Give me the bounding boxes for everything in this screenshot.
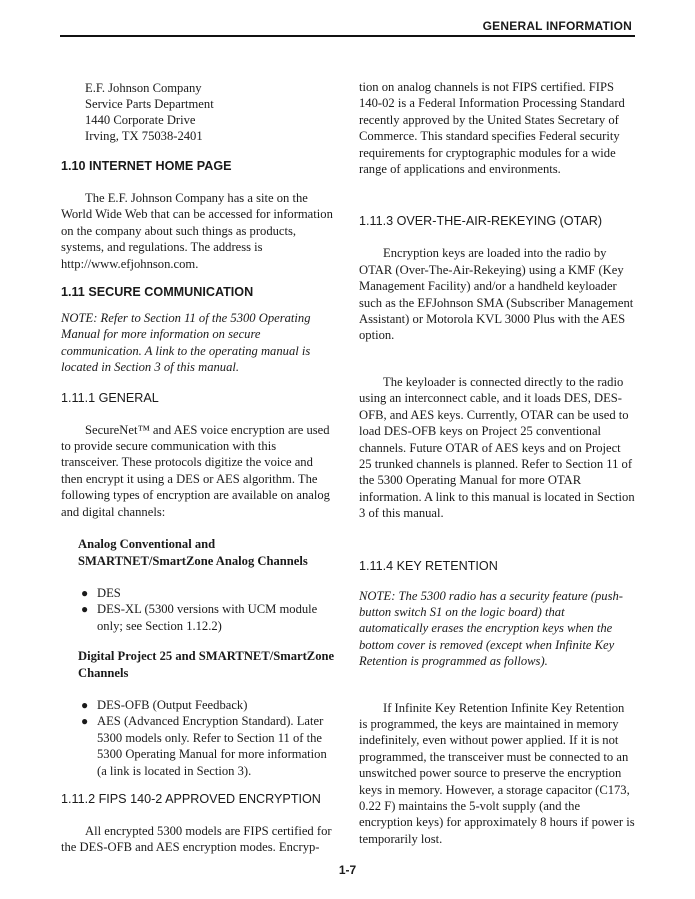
list-item: ● DES: [81, 585, 121, 600]
right-column: [359, 79, 635, 847]
digital-channels-subheading: Digital Project 25 and SMARTNET/SmartZone Channels: [78, 649, 335, 680]
analog-channels-subheading: Analog Conventional and SMARTNET/SmartZone Analog Channels: [78, 537, 308, 568]
section-heading-1-11-4: 1.11.4 KEY RETENTION: [359, 558, 498, 573]
section-1-10-body: The E.F. Johnson Company has a site on the World Wide Web that can be accessed for information on the company about such things as products, systems, and regulations. The address is http://www.efjohnson.com.: [61, 191, 333, 271]
address-line: Irving, TX 75038-2401: [85, 129, 203, 143]
section-1-11-2-body: All encrypted 5300 models are FIPS certified for the DES-OFB and AES encryption modes. Encryp-: [61, 823, 332, 855]
digital-encryption-list: [61, 697, 335, 779]
address-block: [61, 80, 335, 144]
section-heading-1-11: 1.11 SECURE COMMUNICATION: [61, 285, 254, 300]
key-retention-note: NOTE: The 5300 radio has a security feature (push-button switch S1 on the logic board) that automatically erases the encryption keys when the bottom cover is removed (except when Infinite Key Retention is programmed as follows).: [359, 588, 623, 669]
left-column: [61, 80, 335, 856]
list-item: ● DES-XL (5300 versions with UCM module only; see Section 1.12.2): [81, 602, 318, 633]
secure-comm-note: NOTE: Refer to Section 11 of the 5300 Operating Manual for more information on secure communication. A link to the operating manual is located in Section 3 of this manual.: [61, 311, 311, 375]
address-line: Service Parts Department: [85, 97, 214, 111]
section-heading-1-11-1: 1.11.1 GENERAL: [61, 390, 159, 405]
section-heading-1-11-2: 1.11.2 FIPS 140-2 APPROVED ENCRYPTION: [61, 791, 321, 806]
otar-body-2: The keyloader is connected directly to the radio using an interconnect cable, and it loads DES, DES-OFB, and AES keys. Currently, OTAR can be used to load DES-OFB keys on Project 25 conventional channels. Future OTAR of AES keys and on Project 25 trunked channels is planned. Refer to Section 11 of the 5300 Operating Manual for more OTAR information. A link to this manual is located in Section 3 of this manual.: [359, 374, 635, 521]
list-item: ● DES-OFB (Output Feedback): [81, 697, 248, 712]
section-1-11-1-body: SecureNet™ and AES voice encryption are used to provide secure communication with this transceiver. These protocols digitize the voice and then encrypt it using a DES or AES algorithm. The following types of encryption are available on analog and digital channels:: [61, 422, 330, 519]
header-rule: [60, 35, 635, 37]
list-item: ● AES (Advanced Encryption Standard). Later 5300 models only. Refer to Section 11 of the 5300 Operating Manual for more information (a link is located in Section 3).: [81, 714, 327, 778]
running-header: GENERAL INFORMATION: [482, 19, 632, 33]
bullet-icon: ●: [81, 602, 89, 617]
bullet-icon: ●: [81, 714, 89, 729]
address-line: E.F. Johnson Company: [85, 81, 202, 95]
otar-body-1: Encryption keys are loaded into the radio by OTAR (Over-The-Air-Rekeying) using a KMF (Key Management Facility) and/or a handheld keyloader such as the EFJohnson SMA (Subscriber Management Assistant) or Motorola KVL 3000 Plus with the AES option.: [359, 246, 634, 343]
section-heading-1-10: 1.10 INTERNET HOME PAGE: [61, 159, 232, 173]
page-number: 1-7: [338, 863, 357, 877]
fips-continuation: tion on analog channels is not FIPS certified. FIPS 140-02 is a Federal Information Processing Standard recently approved by the United States Secretary of Commerce. This standard specifies Federal security requirements for cryptographic modules for a wide range of applications and environments.: [359, 80, 625, 177]
analog-encryption-list: [61, 585, 335, 634]
section-heading-1-11-3: 1.11.3 OVER-THE-AIR-REKEYING (OTAR): [359, 214, 603, 229]
bullet-icon: ●: [81, 697, 89, 712]
address-line: 1440 Corporate Drive: [85, 113, 196, 127]
key-retention-body: If Infinite Key Retention Infinite Key Retention is programmed, the keys are maintained in memory indefinitely, even without power applied. If it is not programmed, the transceiver must be connected to an unswitched power source to preserve the encryption keys in memory. However, a storage capacitor (C173, 0.22 F) maintains the 5-volt supply (and the encryption keys) for approximately 8 hours if power is temporarily lost.: [359, 700, 635, 846]
bullet-icon: ●: [81, 585, 89, 600]
